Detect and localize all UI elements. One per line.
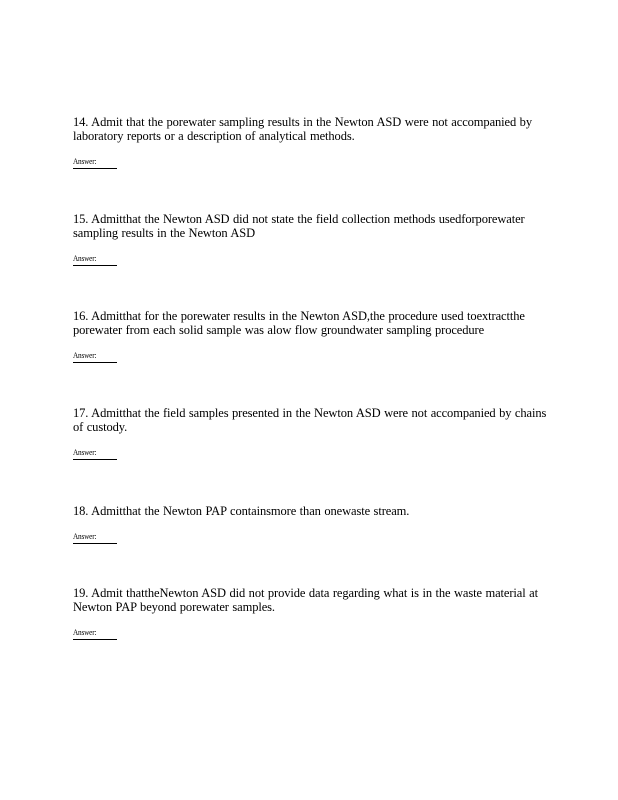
answer-label: Answer: (73, 156, 97, 166)
request-for-admission-19 (73, 586, 593, 640)
request-line-2: sampling results in the Newton ASD (73, 226, 256, 240)
request-line-2: Newton PAP beyond porewater samples. (73, 600, 275, 614)
request-for-admission-17 (73, 406, 593, 460)
request-text (73, 309, 593, 337)
request-line-1: 18. Admitthat the Newton PAP containsmore than onewaste stream. (73, 504, 410, 518)
answer-label: Answer: (73, 531, 97, 541)
answer-label: Answer: (73, 627, 97, 637)
answer-field[interactable] (73, 156, 117, 169)
request-text (73, 586, 593, 614)
answer-field[interactable] (73, 627, 117, 640)
request-text (73, 504, 593, 518)
request-line-2: of custody. (73, 420, 128, 434)
request-text (73, 212, 593, 240)
answer-field[interactable] (73, 350, 117, 363)
answer-field[interactable] (73, 253, 117, 266)
request-line-1: 15. Admitthat the Newton ASD did not state the field collection methods usedforporewater (73, 212, 525, 226)
answer-label: Answer: (73, 447, 97, 457)
request-for-admission-16 (73, 309, 593, 363)
request-text (73, 115, 593, 143)
request-line-1: 14. Admit that the porewater sampling results in the Newton ASD were not accompanied by (73, 115, 532, 129)
request-for-admission-18 (73, 504, 593, 544)
request-line-1: 17. Admitthat the field samples presented in the Newton ASD were not accompanied by chains (73, 406, 547, 420)
request-text (73, 406, 593, 434)
request-for-admission-15 (73, 212, 593, 266)
answer-label: Answer: (73, 350, 97, 360)
answer-field[interactable] (73, 447, 117, 460)
request-line-2: laboratory reports or a description of analytical methods. (73, 129, 355, 143)
request-line-2: porewater from each solid sample was alow flow groundwater sampling procedure (73, 323, 485, 337)
answer-field[interactable] (73, 531, 117, 544)
request-line-1: 19. Admit thattheNewton ASD did not provide data regarding what is in the waste material at (73, 586, 538, 600)
request-line-1: 16. Admitthat for the porewater results in the Newton ASD,the procedure used toextractthe (73, 309, 525, 323)
answer-label: Answer: (73, 253, 97, 263)
request-for-admission-14 (73, 115, 593, 169)
